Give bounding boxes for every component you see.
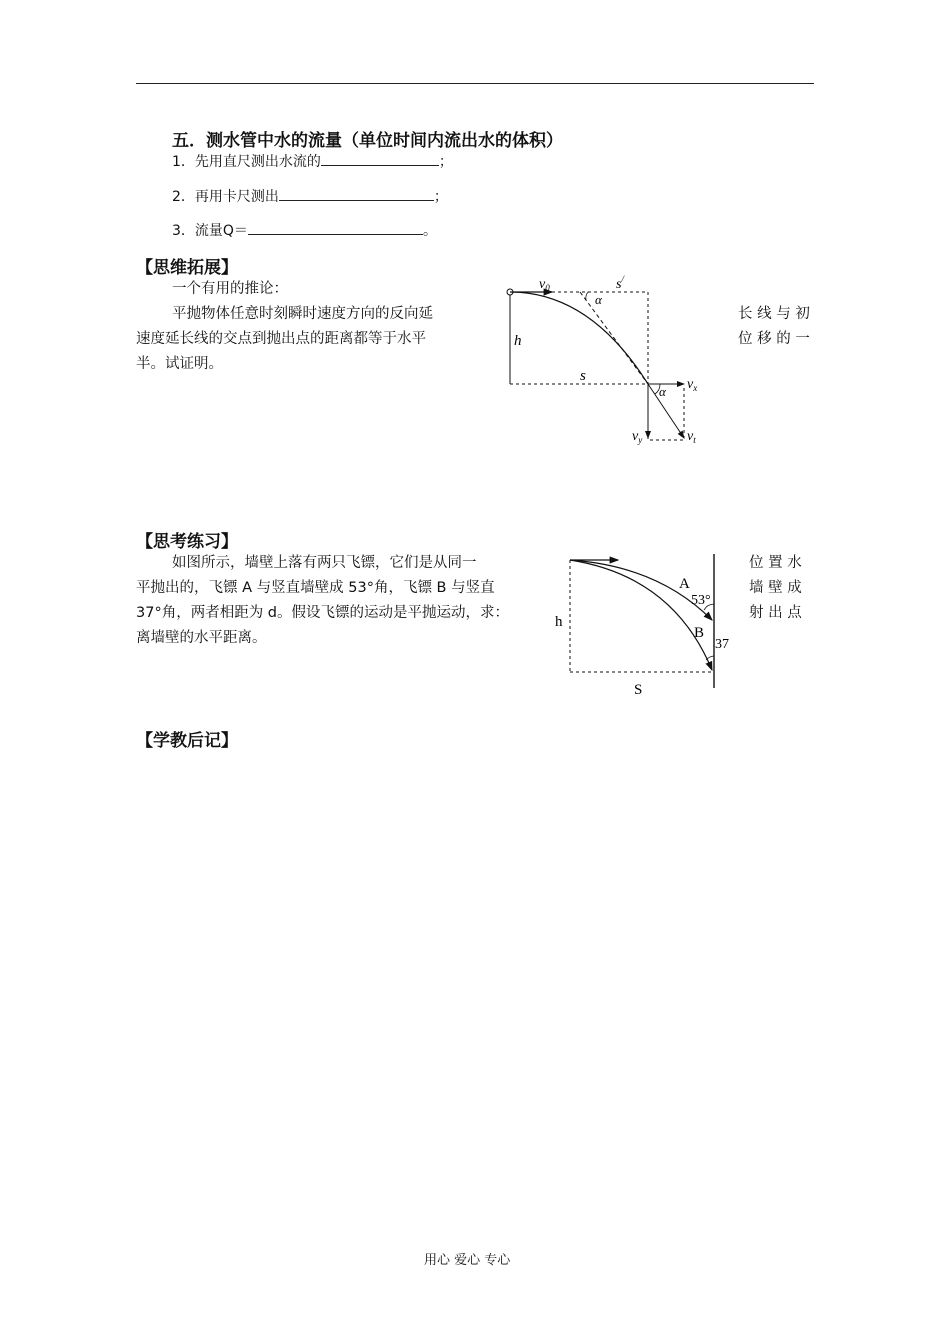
extension-line-3: 速度延长线的交点到抛出点的距离都等于水平 xyxy=(136,331,426,347)
projectile-diagram xyxy=(500,268,710,453)
vt-line xyxy=(648,384,684,438)
trajectory-curve xyxy=(510,292,648,384)
section-title: 五．测水管中水的流量（单位时间内流出水的体积） xyxy=(172,131,563,151)
item-1 xyxy=(172,151,453,171)
label-angle-37: 37 xyxy=(715,637,729,652)
answer-blank-2[interactable] xyxy=(279,186,434,201)
practice-line-4: 离墙壁的水平距离。 xyxy=(136,630,267,646)
practice-right-1: 位 置 水 xyxy=(749,555,802,571)
trajectory-b xyxy=(570,560,712,670)
answer-blank-3[interactable] xyxy=(248,220,423,235)
label-vy: $v_y$ xyxy=(632,429,643,445)
extension-right-2: 位 移 的 一 xyxy=(738,331,810,347)
answer-blank-1[interactable] xyxy=(321,151,439,166)
label-v0: $v_0$ xyxy=(539,277,550,293)
practice-line-3: 37°角，两者相距为 d。假设飞镖的运动是平抛运动，求： xyxy=(136,605,510,621)
label-s: s xyxy=(580,368,586,384)
practice-line-2: 平抛出的，飞镖 A 与竖直墙壁成 53°角，飞镖 B 与竖直 xyxy=(136,580,495,596)
alpha-arc-top xyxy=(586,292,588,300)
label-s-prime: s/ xyxy=(616,274,624,292)
header-rule xyxy=(136,83,814,84)
item-1-end: ； xyxy=(438,154,453,170)
item-3-end: 。 xyxy=(422,223,437,239)
practice-heading: 【思考练习】 xyxy=(136,532,238,552)
item-3-label: 3．流量Q＝ xyxy=(172,223,248,239)
label-s: S xyxy=(634,682,643,698)
label-alpha-top: α xyxy=(595,292,602,307)
darts-diagram xyxy=(548,548,748,703)
label-dart-b: B xyxy=(694,625,705,641)
tangent-extension xyxy=(580,292,648,384)
label-angle-53: 53° xyxy=(691,593,711,608)
label-h: h xyxy=(555,614,563,630)
item-2 xyxy=(172,186,448,206)
item-3 xyxy=(172,220,437,240)
label-dart-a: A xyxy=(679,576,690,592)
trajectory-a xyxy=(570,560,712,620)
extension-line-4: 半。试证明。 xyxy=(136,356,223,372)
label-h: h xyxy=(514,333,522,349)
extension-right-1: 长 线 与 初 xyxy=(738,306,810,322)
practice-right-3: 射 出 点 xyxy=(749,605,802,621)
label-alpha-bottom: α xyxy=(659,384,666,399)
label-vx: $v_x$ xyxy=(687,377,698,393)
extension-line-2: 平抛物体任意时刻瞬时速度方向的反向延 xyxy=(172,306,433,322)
practice-line-1: 如图所示，墙壁上落有两只飞镖，它们是从同一 xyxy=(172,555,477,571)
item-2-label: 2．再用卡尺测出 xyxy=(172,189,279,205)
item-2-end: ； xyxy=(433,189,448,205)
item-1-label: 1．先用直尺测出水流的 xyxy=(172,154,321,170)
page-footer: 用心 爱心 专心 xyxy=(424,1253,511,1268)
extension-heading: 【思维拓展】 xyxy=(136,258,238,278)
extension-line-1: 一个有用的推论： xyxy=(172,281,288,297)
afterword-heading: 【学教后记】 xyxy=(136,731,238,751)
practice-right-2: 墙 壁 成 xyxy=(749,580,802,596)
label-vt: $v_t$ xyxy=(687,429,696,445)
